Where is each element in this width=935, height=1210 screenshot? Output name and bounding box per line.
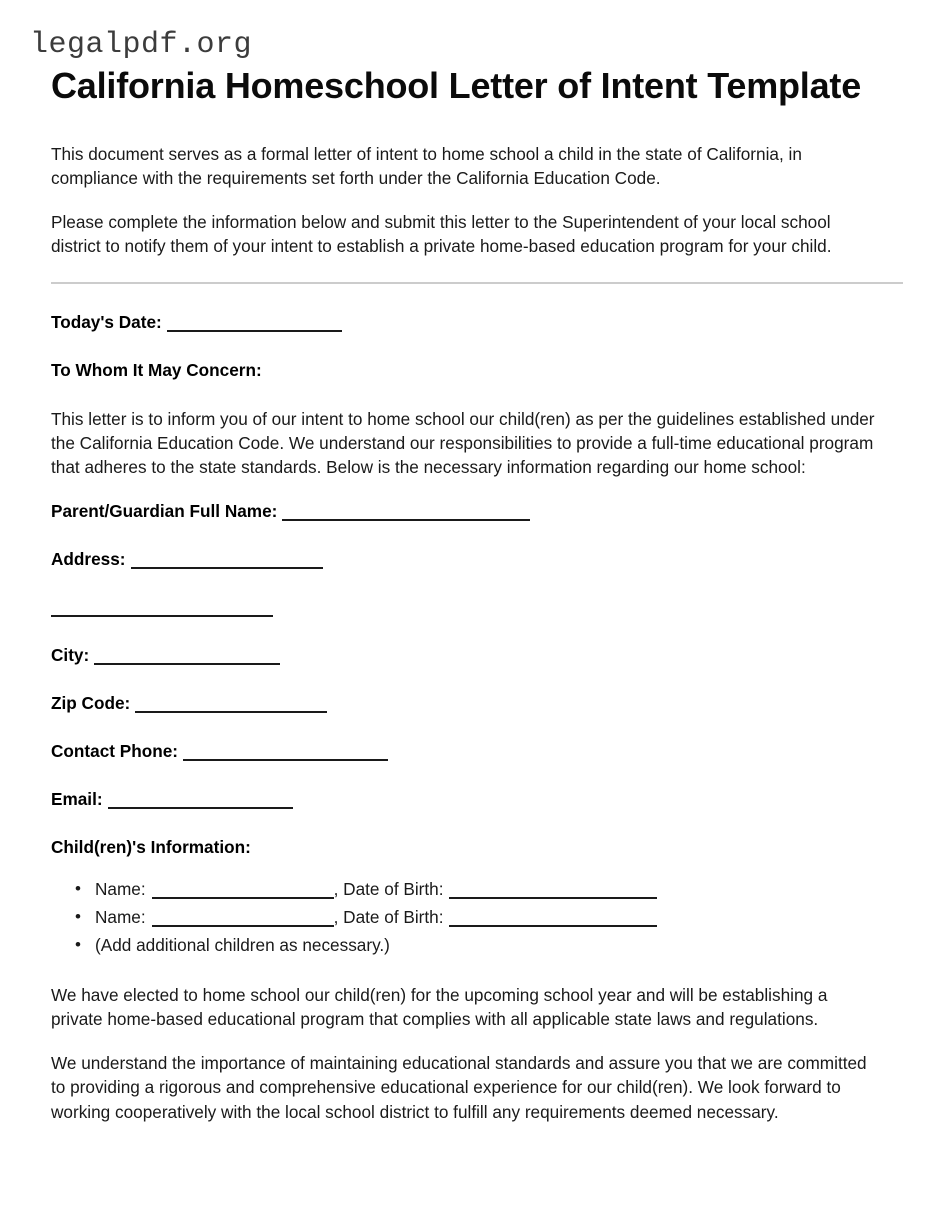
city-field	[51, 643, 876, 667]
closing-paragraph-1: We have elected to home school our child(ren) for the upcoming school year and will be establishing a private home-based educational program that complies with all applicable state laws and regulations.	[51, 984, 828, 1030]
list-item	[95, 905, 876, 931]
email-field	[51, 787, 876, 811]
contact-phone-input[interactable]	[183, 741, 388, 761]
parent-guardian-name-input[interactable]	[282, 501, 530, 521]
child-1-dob-input[interactable]	[449, 879, 657, 899]
todays-date-input[interactable]	[167, 312, 342, 332]
child-2-dob-label: , Date of Birth:	[333, 907, 444, 928]
child-2-name-label: Name:	[95, 907, 146, 928]
contact-phone-field	[51, 739, 876, 763]
parent-guardian-name-label: Parent/Guardian Full Name:	[51, 500, 278, 521]
child-1-name-input[interactable]	[152, 879, 334, 899]
zip-code-field	[51, 691, 876, 715]
letter-body-paragraph: This letter is to inform you of our intent to home school our child(ren) as per the guidelines established under the California Education Code. We understand our responsibilities to provide a full-time educational program that adheres to the state standards. Below is the necessary information regarding our home school:	[51, 408, 875, 478]
address-input[interactable]	[131, 549, 323, 569]
list-item: • (Add additional children as necessary.)	[95, 933, 876, 959]
contact-phone-label: Contact Phone:	[51, 741, 178, 762]
address-field	[51, 547, 876, 571]
children-list	[51, 877, 876, 958]
intro-paragraph-1: This document serves as a formal letter of intent to home school a child in the state of California, in compliance with the requirements set forth under the California Education Code.	[51, 143, 802, 189]
salutation: To Whom It May Concern:	[51, 360, 262, 381]
children-information-heading: Child(ren)'s Information:	[51, 837, 251, 858]
child-1-name-label: Name:	[95, 879, 146, 900]
todays-date-label: Today's Date:	[51, 312, 162, 333]
child-1-dob-label: , Date of Birth:	[333, 879, 444, 900]
city-label: City:	[51, 645, 90, 666]
zip-code-label: Zip Code:	[51, 693, 131, 714]
address-line-2-field	[51, 595, 876, 619]
address-line-2-input[interactable]	[51, 597, 273, 617]
parent-guardian-name-field	[51, 499, 876, 523]
intro-paragraph-2: Please complete the information below and submit this letter to the Superintendent of your local school district to notify them of your intent to establish a private home-based education program for your child.	[51, 211, 832, 256]
child-2-dob-input[interactable]	[449, 907, 657, 927]
section-divider	[51, 282, 903, 284]
address-label: Address:	[51, 548, 126, 569]
page-title: California Homeschool Letter of Intent Template	[51, 64, 862, 106]
todays-date-field	[51, 310, 876, 334]
city-input[interactable]	[94, 645, 280, 665]
zip-code-input[interactable]	[135, 693, 327, 713]
email-label: Email:	[51, 789, 103, 810]
child-2-name-input[interactable]	[152, 907, 334, 927]
email-input[interactable]	[108, 789, 293, 809]
document-body	[30, 142, 890, 1124]
closing-paragraph-2: We understand the importance of maintaining educational standards and assure you that we are committed to providing a rigorous and comprehensive educational experience for our child(ren). We look forward to working cooperatively with the local school district to fulfill any requirements deemed necessary.	[51, 1052, 867, 1122]
site-logo: legalpdf.org	[30, 28, 253, 62]
list-item	[95, 877, 876, 903]
